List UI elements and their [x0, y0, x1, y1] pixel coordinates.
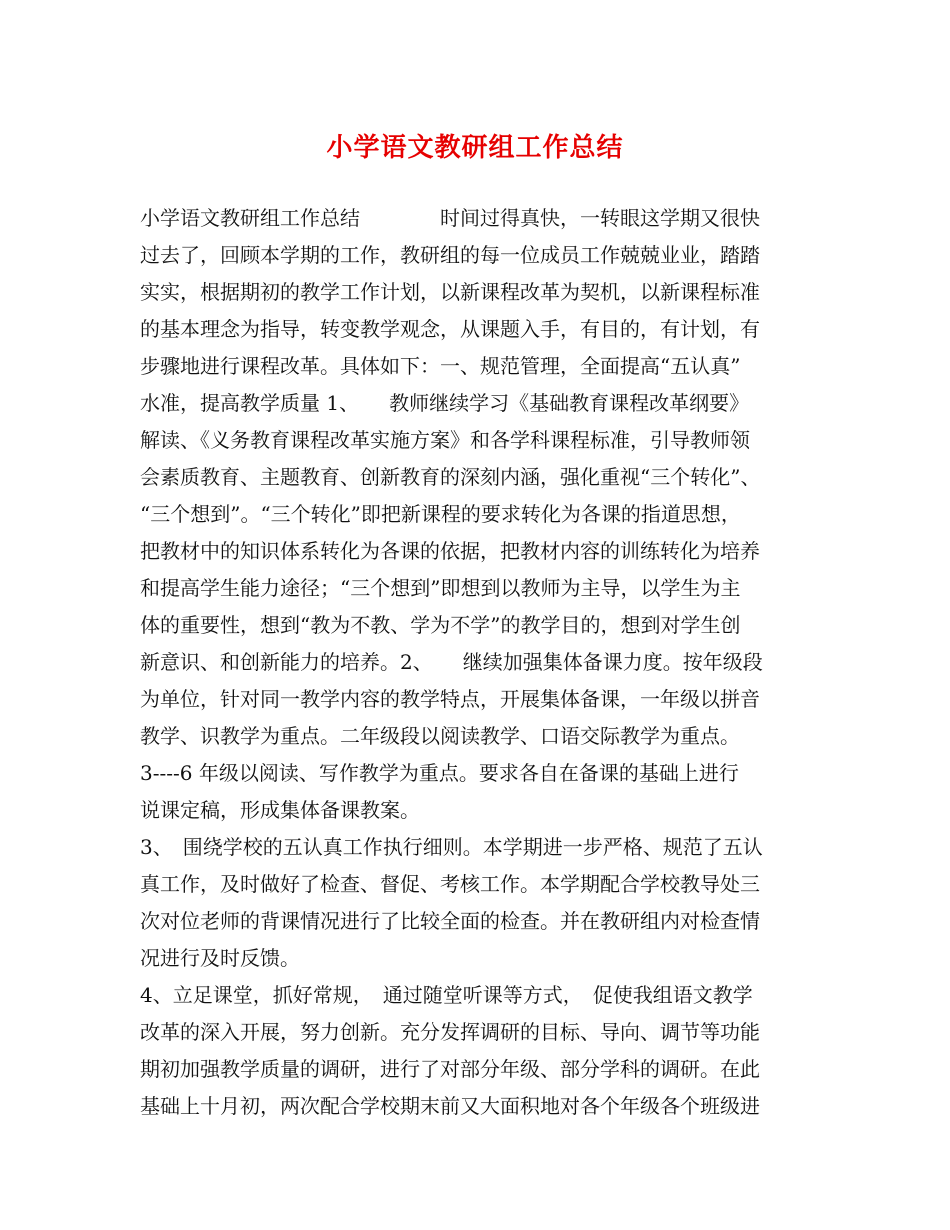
text-line: 4、立足课堂，抓好常规， 通过随堂听课等方式， 促使我组语文教学 — [140, 983, 753, 1007]
text-line: 新意识、和创新能力的培养。2、 继续加强集体备课力度。按年级段 — [140, 650, 763, 674]
text-line: 把教材中的知识体系转化为各课的依据，把教材内容的训练转化为培养 — [140, 539, 760, 563]
text-line: 解读、《义务教育课程改革实施方案》和各学科课程标准，引导教师领 — [140, 428, 750, 452]
text-line: 小学语文教研组工作总结 时间过得真快，一转眼这学期又很快 — [140, 206, 760, 230]
text-line: 改革的深入开展，努力创新。充分发挥调研的目标、导向、调节等功能 — [140, 1020, 760, 1044]
text-line: 实实，根据期初的教学工作计划，以新课程改革为契机，以新课程标准 — [140, 280, 760, 304]
text-line: 真工作，及时做好了检查、督促、考核工作。本学期配合学校教导处三 — [140, 872, 760, 896]
text-line: 3----6 年级以阅读、写作教学为重点。要求各自在备课的基础上进行 — [140, 761, 739, 785]
text-line: 为单位，针对同一教学内容的教学特点，开展集体备课，一年级以拼音 — [140, 687, 760, 711]
text-line: 过去了，回顾本学期的工作，教研组的每一位成员工作兢兢业业，踏踏 — [140, 243, 760, 267]
text-line: 会素质教育、主题教育、创新教育的深刻内涵，强化重视“三个转化”、 — [140, 465, 761, 489]
text-line: 基础上十月初，两次配合学校期末前又大面积地对各个年级各个班级进 — [140, 1094, 760, 1118]
text-line: 和提高学生能力途径；“三个想到”即想到以教师为主导，以学生为主 — [140, 576, 741, 600]
document-title: 小学语文教研组工作总结 — [326, 133, 624, 163]
text-line: 说课定稿，形成集体备课教案。 — [140, 798, 420, 822]
text-line: 教学、识教学为重点。二年级段以阅读教学、口语交际教学为重点。 — [140, 724, 740, 748]
text-line: 期初加强教学质量的调研，进行了对部分年级、部分学科的调研。在此 — [140, 1057, 760, 1081]
document-body — [140, 200, 830, 1125]
text-line: 步骤地进行课程改革。具体如下：一、规范管理，全面提高“五认真” — [140, 354, 741, 378]
text-line: 体的重要性，想到“教为不教、学为不学”的教学目的，想到对学生创 — [140, 613, 741, 637]
text-line: 3、 围绕学校的五认真工作执行细则。本学期进一步严格、规范了五认 — [140, 835, 763, 859]
text-line: 次对位老师的背课情况进行了比较全面的检查。并在教研组内对检查情 — [140, 909, 760, 933]
text-line: 的基本理念为指导，转变教学观念，从课题入手，有目的，有计划，有 — [140, 317, 760, 341]
text-line: 水准，提高教学质量 1、 教师继续学习《基础教育课程改革纲要》 — [140, 391, 750, 415]
text-line: “三个想到”。“三个转化”即把新课程的要求转化为各课的指道思想， — [140, 502, 741, 526]
text-line: 况进行及时反馈。 — [140, 946, 300, 970]
